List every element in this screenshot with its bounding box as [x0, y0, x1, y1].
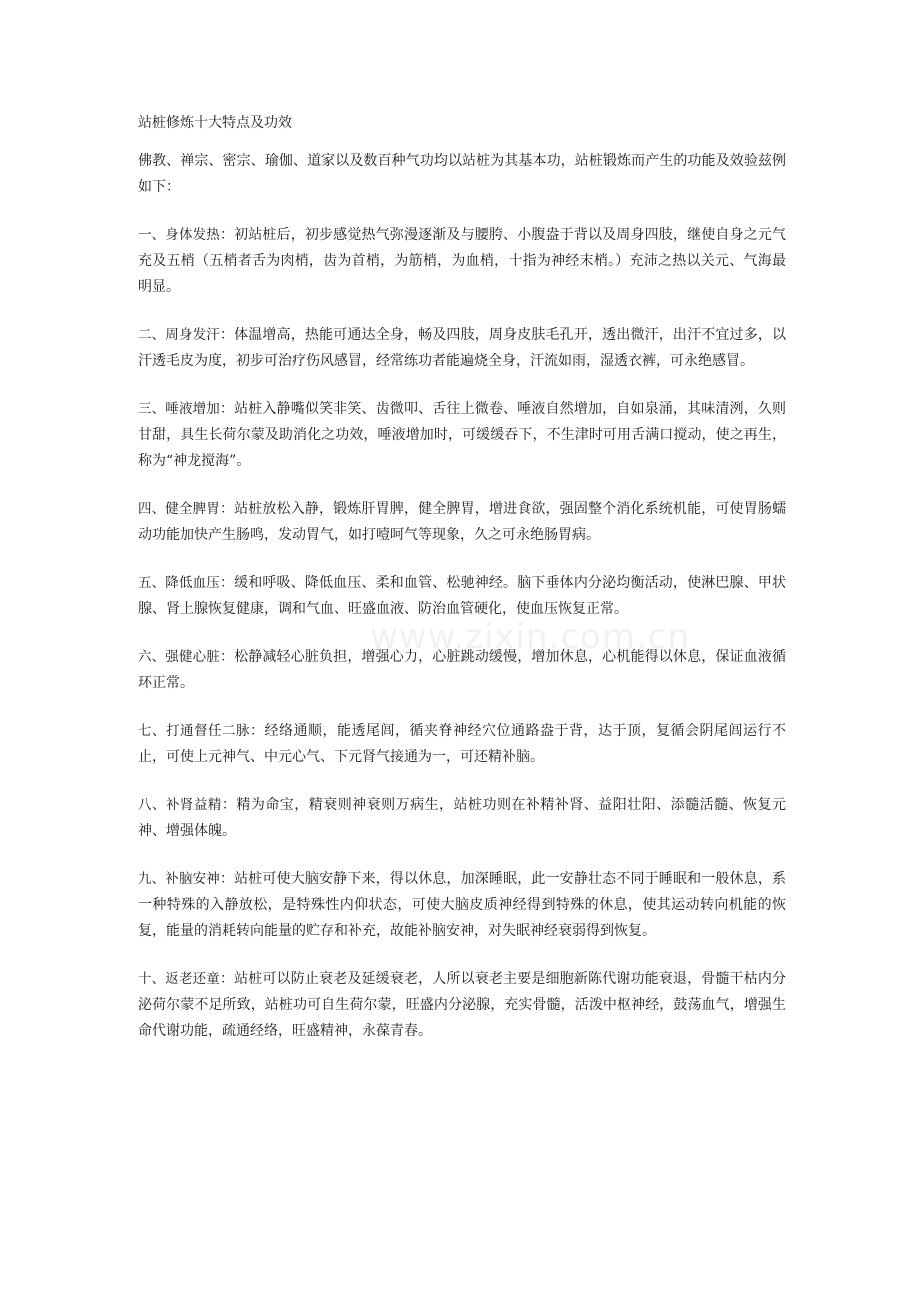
watermark: www.zixin.com.cn — [370, 617, 690, 657]
intro-paragraph: 佛教、禅宗、密宗、瑜伽、道家以及数百种气功均以站桩为其基本功，站桩锻炼而产生的功能及效验兹例如下： — [138, 153, 786, 195]
list-item — [138, 322, 786, 374]
item-separator: ： — [219, 501, 235, 517]
item-heading: 四、健全脾胃 — [138, 501, 220, 517]
item-text: 松静减轻心脏负担，增强心力，心脏跳动缓慢，增加休息，心机能得以休息，保证血液循环正常。 — [138, 649, 787, 691]
list-item — [138, 792, 786, 844]
item-separator: ： — [250, 723, 265, 739]
item-heading: 二、周身发汗 — [138, 327, 220, 343]
item-separator: ： — [219, 327, 235, 343]
item-heading: 三、唾液增加 — [138, 401, 220, 417]
document-content — [138, 110, 786, 1066]
document-title: 站桩修炼十大特点及功效 — [138, 115, 292, 131]
item-text: 站桩入静嘴似笑非笑、齿微叩、舌往上微卷、唾液自然增加，自如泉涌，其味清洌，久则甘甜，具生长荷尔蒙及助消化之功效，唾液增加时，可缓缓吞下，不生津时可用舌满口搅动，使之再生，称为“神龙搅海”。 — [138, 401, 787, 469]
item-separator: ： — [219, 649, 235, 665]
item-separator: ： — [219, 401, 235, 417]
item-heading: 六、强健心脏 — [138, 649, 220, 665]
item-text: 经络通顺，能透尾闾，循夹脊神经穴位通路盎于背，达于顶，复循会阴尾闾运行不止，可使上元神气、中元心气、下元肾气接通为一，可还精补脑。 — [138, 723, 786, 765]
item-text: 精为命宝，精衰则神衰则万病生，站桩功则在补精补肾、益阳壮阳、添髓活髓、恢复元神、增强体魄。 — [138, 797, 787, 839]
item-separator: ： — [219, 871, 235, 887]
list-item — [138, 718, 786, 770]
item-text: 初站桩后，初步感觉热气弥漫逐渐及与腰胯、小腹盎于背以及周身四肢，继使自身之元气充及五梢（五梢者舌为肉梢，齿为首梢，为筋梢，为血梢，十指为神经末梢。）充沛之热以关元、气海最明显。 — [138, 227, 787, 295]
list-item — [138, 644, 786, 696]
item-heading: 九、补脑安神 — [138, 871, 220, 887]
item-text: 站桩可以防止衰老及延缓衰老，人所以衰老主要是细胞新陈代谢功能衰退，骨髓干枯内分泌荷尔蒙不足所致，站桩功可自生荷尔蒙，旺盛内分泌腺，充实骨髓，活泼中枢神经，鼓荡血气，增强生命代谢功能，疏通经络，旺盛精神，永葆青春。 — [138, 971, 787, 1039]
item-separator: ： — [219, 227, 235, 243]
list-item — [138, 570, 786, 622]
item-separator: ： — [219, 971, 235, 987]
item-text: 缓和呼吸、降低血压、柔和血管、松驰神经。脑下垂体内分泌均衡活动，使淋巴腺、甲状腺、肾上腺恢复健康，调和气血、旺盛血液、防治血管硬化，使血压恢复正常。 — [138, 575, 787, 617]
item-heading: 八、补肾益精 — [138, 797, 222, 813]
item-separator: ： — [219, 575, 235, 591]
item-heading: 七、打通督任二脉 — [138, 723, 250, 739]
item-text: 体温增高，热能可通达全身，畅及四肢，周身皮肤毛孔开，透出微汗，出汗不宜过多，以汗透毛皮为度，初步可治疗伤风感冒，经常练功者能遍烧全身，汗流如雨，湿透衣裤，可永绝感冒。 — [138, 327, 787, 369]
item-text: 站桩放松入静，锻炼肝胃脾，健全脾胃，增进食欲，强固整个消化系统机能，可使胃肠蠕动功能加快产生肠鸣，发动胃气，如打噎呵气等现象，久之可永绝肠胃病。 — [138, 501, 787, 543]
item-text: 站桩可使大脑安静下来，得以休息，加深睡眠，此一安静壮态不同于睡眠和一般休息，系一种特殊的入静放松，是特殊性内仰状态，可使大脑皮质神经得到特殊的休息，使其运动转向机能的恢复，能量的消耗转向能量的贮存和补充，故能补脑安神，对失眠神经衰弱得到恢复。 — [138, 871, 787, 939]
list-item — [138, 866, 786, 944]
list-item — [138, 222, 786, 300]
item-separator: ： — [221, 797, 237, 813]
item-heading: 十、返老还童 — [138, 971, 220, 987]
item-heading: 一、身体发热 — [138, 227, 220, 243]
item-heading: 五、降低血压 — [138, 575, 220, 591]
list-item — [138, 496, 786, 548]
list-item — [138, 966, 786, 1044]
list-item — [138, 396, 786, 474]
